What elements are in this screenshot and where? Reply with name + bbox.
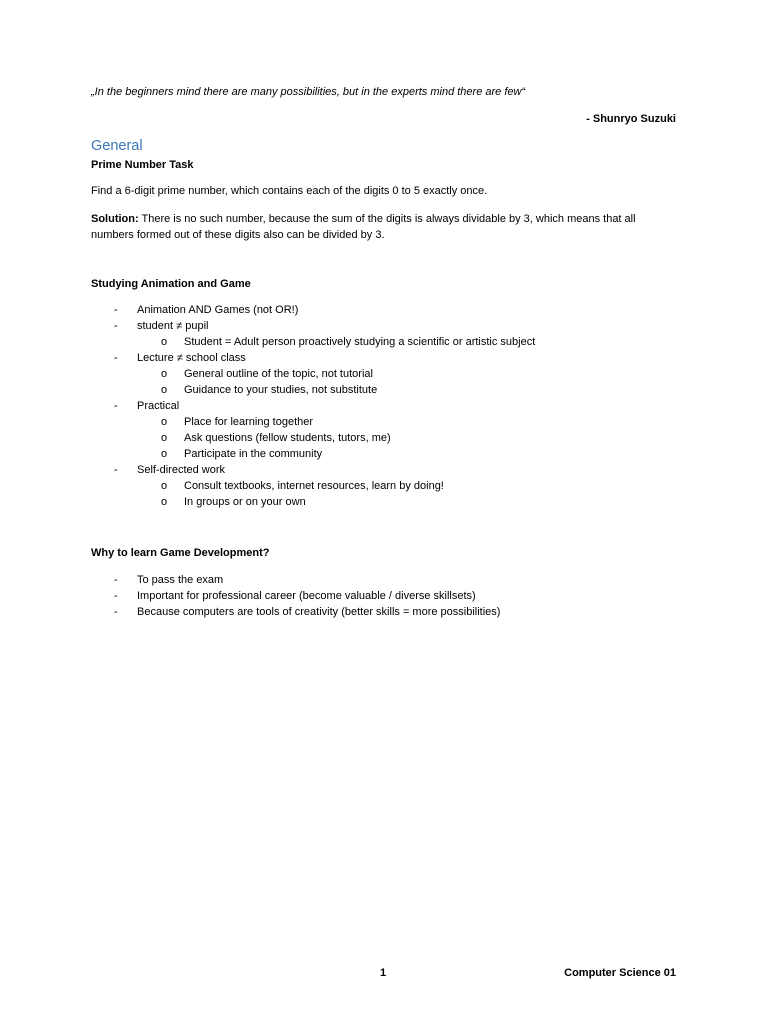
solution-text: There is no such number, because the sum of the digits is always dividable by 3, which means that all numbers formed out of these digits also can be divided by 3. (91, 213, 636, 241)
list-item: To pass the exam (137, 574, 224, 586)
prime-task-solution (91, 211, 681, 243)
solution-label: Solution: (91, 213, 139, 225)
dash-bullet-marker: - (114, 320, 118, 332)
sub-list-item: General outline of the topic, not tutorial (184, 368, 373, 380)
sub-list-item: Guidance to your studies, not substitute (184, 384, 378, 396)
dash-bullet-marker: - (114, 606, 118, 618)
sub-bullet-marker: o (161, 384, 168, 396)
dash-bullet-marker: - (114, 590, 118, 602)
dash-bullet-marker: - (114, 304, 118, 316)
sub-bullet-marker: o (161, 368, 168, 380)
why-title: Why to learn Game Development? (91, 547, 270, 559)
list-item: Practical (137, 400, 180, 412)
sub-bullet-marker: o (161, 336, 168, 348)
sub-list-item: In groups or on your own (184, 496, 306, 508)
footer-page-number: 1 (380, 967, 387, 979)
sub-list-item: Student = Adult person proactively studying a scientific or artistic subject (184, 336, 536, 348)
sub-list-item: Consult textbooks, internet resources, learn by doing! (184, 480, 444, 492)
prime-task-text: Find a 6-digit prime number, which contains each of the digits 0 to 5 exactly once. (91, 185, 488, 197)
dash-bullet-marker: - (114, 400, 118, 412)
dash-bullet-marker: - (114, 352, 118, 364)
studying-title: Studying Animation and Game (91, 278, 251, 290)
sub-list-item: Ask questions (fellow students, tutors, me) (184, 432, 391, 444)
heading-general: General (91, 138, 143, 154)
list-item: Important for professional career (become valuable / diverse skillsets) (137, 590, 476, 602)
list-item: Self-directed work (137, 464, 226, 476)
sub-bullet-marker: o (161, 448, 168, 460)
quote: „In the beginners mind there are many possibilities, but in the experts mind there are few“ (91, 86, 526, 98)
quote-author: - Shunryo Suzuki (586, 113, 676, 125)
dash-bullet-marker: - (114, 464, 118, 476)
sub-bullet-marker: o (161, 416, 168, 428)
sub-list-item: Participate in the community (184, 448, 323, 460)
dash-bullet-marker: - (114, 574, 118, 586)
list-item: Because computers are tools of creativity (better skills = more possibilities) (137, 606, 501, 618)
prime-task-title: Prime Number Task (91, 159, 194, 171)
list-item: Animation AND Games (not OR!) (137, 304, 299, 316)
list-item: Lecture ≠ school class (137, 352, 246, 364)
sub-bullet-marker: o (161, 480, 168, 492)
sub-bullet-marker: o (161, 432, 168, 444)
sub-list-item: Place for learning together (184, 416, 314, 428)
sub-bullet-marker: o (161, 496, 168, 508)
footer-course-name: Computer Science 01 (564, 967, 676, 979)
list-item: student ≠ pupil (137, 320, 209, 332)
